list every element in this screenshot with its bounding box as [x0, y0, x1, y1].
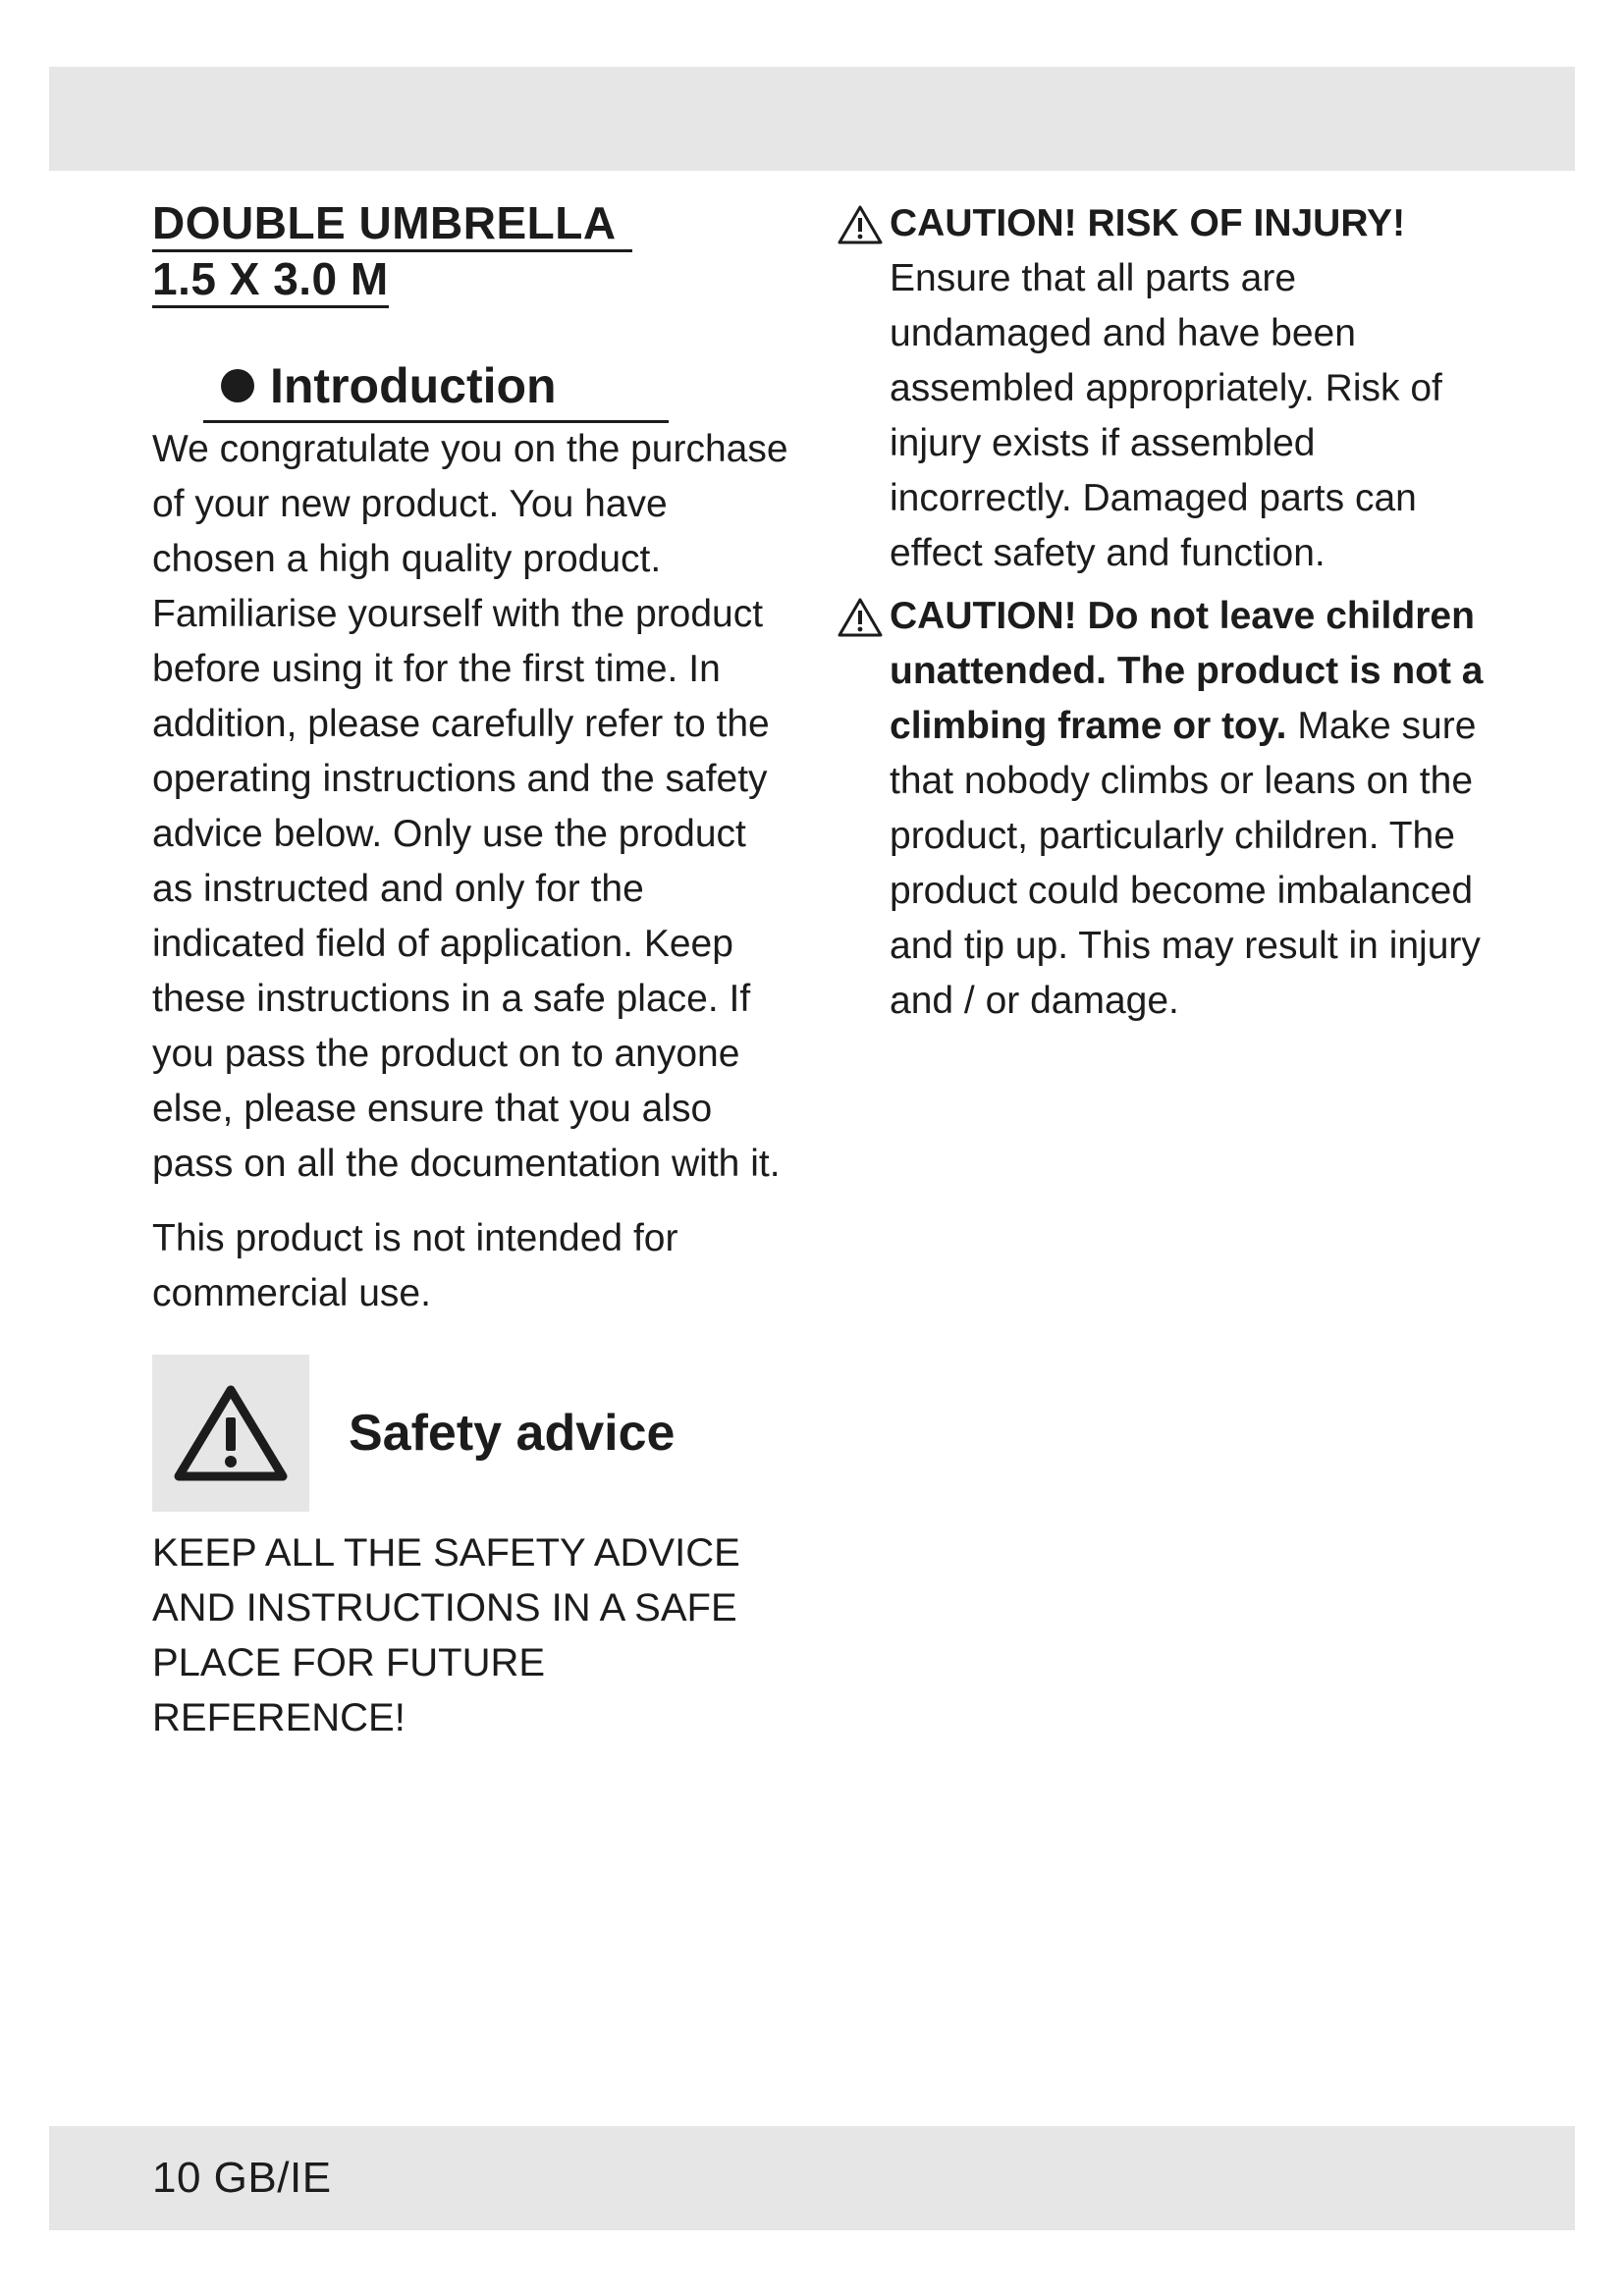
bullet-icon	[221, 369, 254, 402]
warning-triangle-icon	[152, 1355, 309, 1512]
introduction-paragraph: We congratulate you on the purchase of your new product. You have chosen a high quality product. Familiarise yourself with the product before using it for the first time. In addition, please carefully refer to the operating instructions and the safety advice below. Only use the product as instructed and only for the indicated field of application. Keep these instructions in a safe place. If you pass the product on to anyone else, please ensure that you also pass on all the documentation with it.	[152, 428, 788, 1185]
commercial-use-note: This product is not intended for commercial use.	[152, 1217, 678, 1314]
caution-bold-text: CAUTION! Do not leave children unattended. The product is not a climbing frame or toy.	[890, 595, 1484, 747]
document-title-line2: 1.5 X 3.0 M	[152, 252, 389, 308]
warning-triangle-icon	[838, 597, 883, 638]
caution-body-text: Ensure that all parts are undamaged and have been assembled appropriately. Risk of injury exists if assembled incorrectly. Damaged parts can effect safety and function.	[890, 257, 1442, 574]
right-column	[838, 196, 1505, 1029]
safety-advice-section	[152, 1355, 790, 1512]
introduction-underline	[203, 420, 669, 423]
document-title-line1: DOUBLE UMBRELLA	[152, 196, 632, 252]
left-column	[152, 196, 790, 1745]
introduction-heading-text: Introduction	[270, 358, 557, 413]
caution-body-text: Make sure that nobody climbs or leans on the product, particularly children. The product could become imbalanced and tip up. This may result in injury and / or damage.	[890, 705, 1481, 1022]
warning-triangle-icon	[838, 204, 883, 245]
caution-risk-of-injury	[838, 196, 1505, 581]
safety-advice-heading: Safety advice	[349, 1405, 676, 1462]
page-header-bar	[49, 67, 1575, 171]
page-footer-bar	[49, 2126, 1575, 2230]
introduction-heading	[152, 355, 790, 416]
page-number: 10 GB/IE	[152, 2154, 332, 2202]
document-title	[152, 196, 790, 308]
caution-bold-text: CAUTION! RISK OF INJURY!	[890, 202, 1406, 244]
keep-safety-advice-notice: KEEP ALL THE SAFETY ADVICE AND INSTRUCTIONS IN A SAFE PLACE FOR FUTURE REFERENCE!	[152, 1531, 740, 1739]
caution-children-unattended	[838, 589, 1505, 1029]
